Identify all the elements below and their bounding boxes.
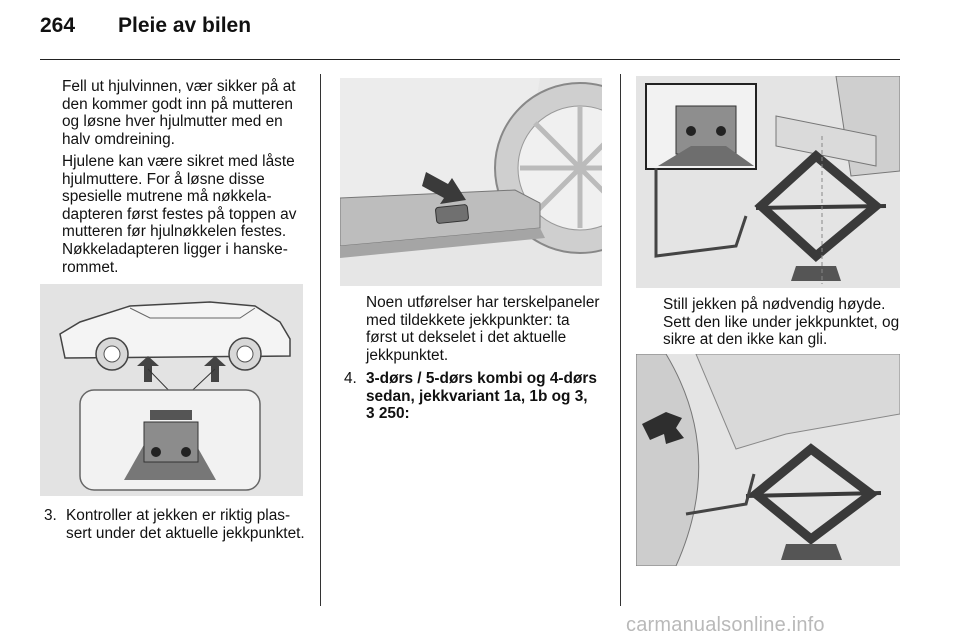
page-title: Pleie av bilen [118,14,252,37]
sill-panel-drawing [340,78,602,286]
column-divider-2 [620,74,621,606]
col3-text-1: Still jekken på nødvendig høyde. Sett den like under jekkpunktet, og sikre at den ikke kan gli. [663,296,900,349]
step-4-reference-page: 250: [378,405,410,423]
step-4 [344,370,606,426]
sill-panel-illustration [340,78,602,286]
step-4-number: 4. [344,370,357,387]
page-reference-icon: 3 [366,405,375,423]
jack-height-drawing [636,76,900,288]
step-4-text [366,370,606,423]
step-3-text: Kontroller at jekken er riktig plassert under det aktuelle jekkpunktet. [66,507,305,542]
col1-paragraph-2 [62,153,308,276]
col2-text-1: Noen utførelser har terskelpaneler med tildekkete jekkpunkter: ta først ut dekselet i det aktuelle jekkpunktet. [366,294,600,364]
step-3-number: 3. [44,507,57,524]
col1-text-1: Fell ut hjulvinnen, vær sikker på at den kommer godt inn på mutteren og løsne hver hjulmutter med en halv omdreining. [62,78,296,148]
header-rule [40,59,900,60]
step-3 [44,507,310,567]
step-4-page-reference [366,405,410,422]
watermark: carmanualsonline.info [626,614,825,636]
col1-text-2: Hjulene kan være sikret med låste hjulmuttere. For å løsne disse spesielle mutrene må nøkkeladapteren først festes på toppen av mutteren før hjulnøkkelen festes. Nøkkeladapteren ligger i hanskerommet. [62,153,297,276]
car-jack-points-drawing [40,284,303,496]
col3-paragraph-1 [663,296,900,349]
jack-positioned-drawing [636,354,900,566]
column-divider-1 [320,74,321,606]
step-4-label: 3-dørs / 5-dørs kombi og 4-dørs sedan, jekkvariant 1a, 1b og 3, [366,370,597,405]
page-number: 264 [40,14,76,37]
col1-paragraph-1 [62,78,308,148]
page-header [0,0,960,62]
jack-height-illustration [636,76,900,288]
car-jack-points-illustration [40,284,303,496]
jack-positioned-illustration [636,354,900,566]
col2-paragraph-1 [366,294,604,364]
